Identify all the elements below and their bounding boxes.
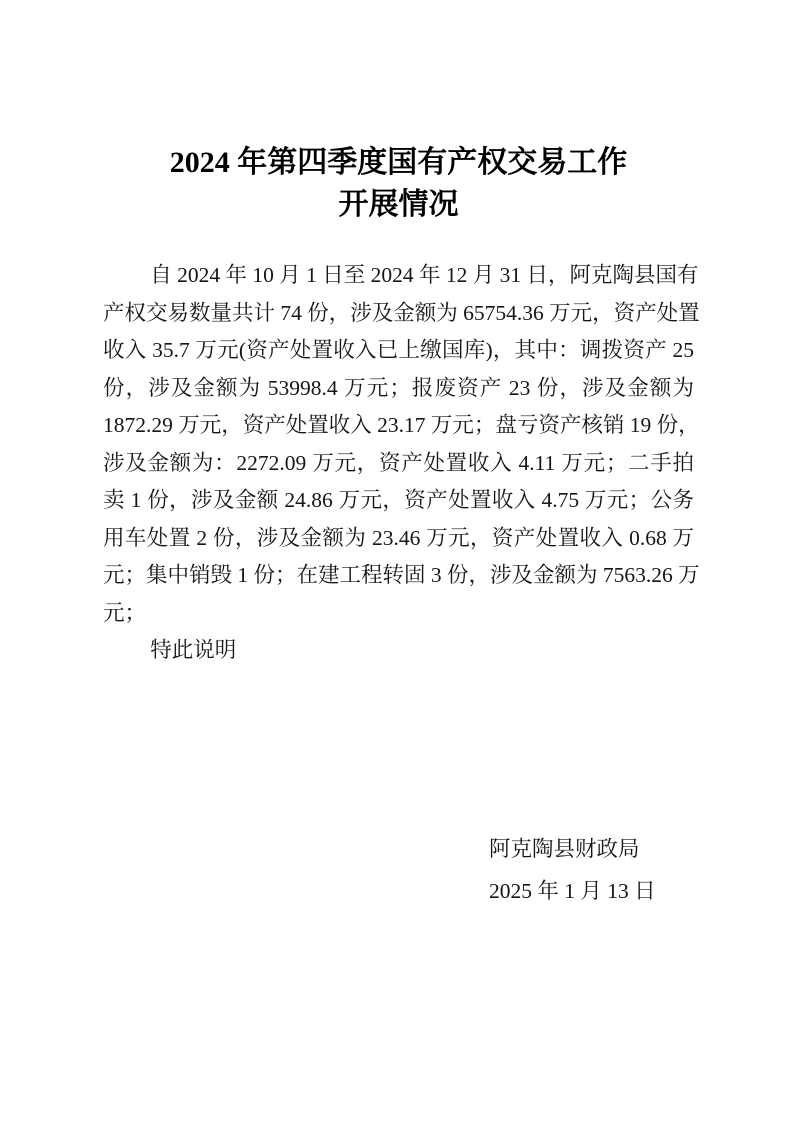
document-title: [103, 142, 694, 226]
document-body: [103, 257, 700, 670]
signature-date: 2025 年 1 月 13 日: [489, 879, 656, 903]
body-line: 产权交易数量共计 74 份，涉及金额为 65754.36 万元，资产处置: [103, 300, 700, 325]
signature-org: 阿克陶县财政局: [489, 837, 640, 861]
document-title-line2: 开展情况: [338, 188, 459, 221]
body-line: 用车处置 2 份，涉及金额为 23.46 万元，资产处置收入 0.68 万: [103, 525, 694, 550]
body-line: 涉及金额为：2272.09 万元，资产处置收入 4.11 万元；二手拍: [103, 450, 694, 475]
signature-block: [489, 828, 656, 912]
document-title-line1: 2024 年第四季度国有产权交易工作: [169, 146, 628, 179]
body-line: 自 2024 年 10 月 1 日至 2024 年 12 月 31 日，阿克陶县国有: [150, 263, 699, 287]
body-line: 份，涉及金额为 53998.4 万元；报废资产 23 份，涉及金额为: [103, 375, 694, 400]
document-content: [103, 0, 700, 670]
body-line: 1872.29 万元，资产处置收入 23.17 万元；盘亏资产核销 19 份，: [103, 413, 700, 437]
body-line: 元；集中销毁 1 份；在建工程转固 3 份，涉及金额为 7563.26 万: [103, 563, 700, 587]
closing-statement: 特此说明: [150, 638, 237, 662]
body-line: 元；: [103, 600, 147, 625]
body-line: 卖 1 份，涉及金额 24.86 万元，资产处置收入 4.75 万元；公务: [103, 488, 694, 512]
body-line: 收入 35.7 万元(资产处置收入已上缴国库)，其中：调拨资产 25: [103, 338, 694, 362]
